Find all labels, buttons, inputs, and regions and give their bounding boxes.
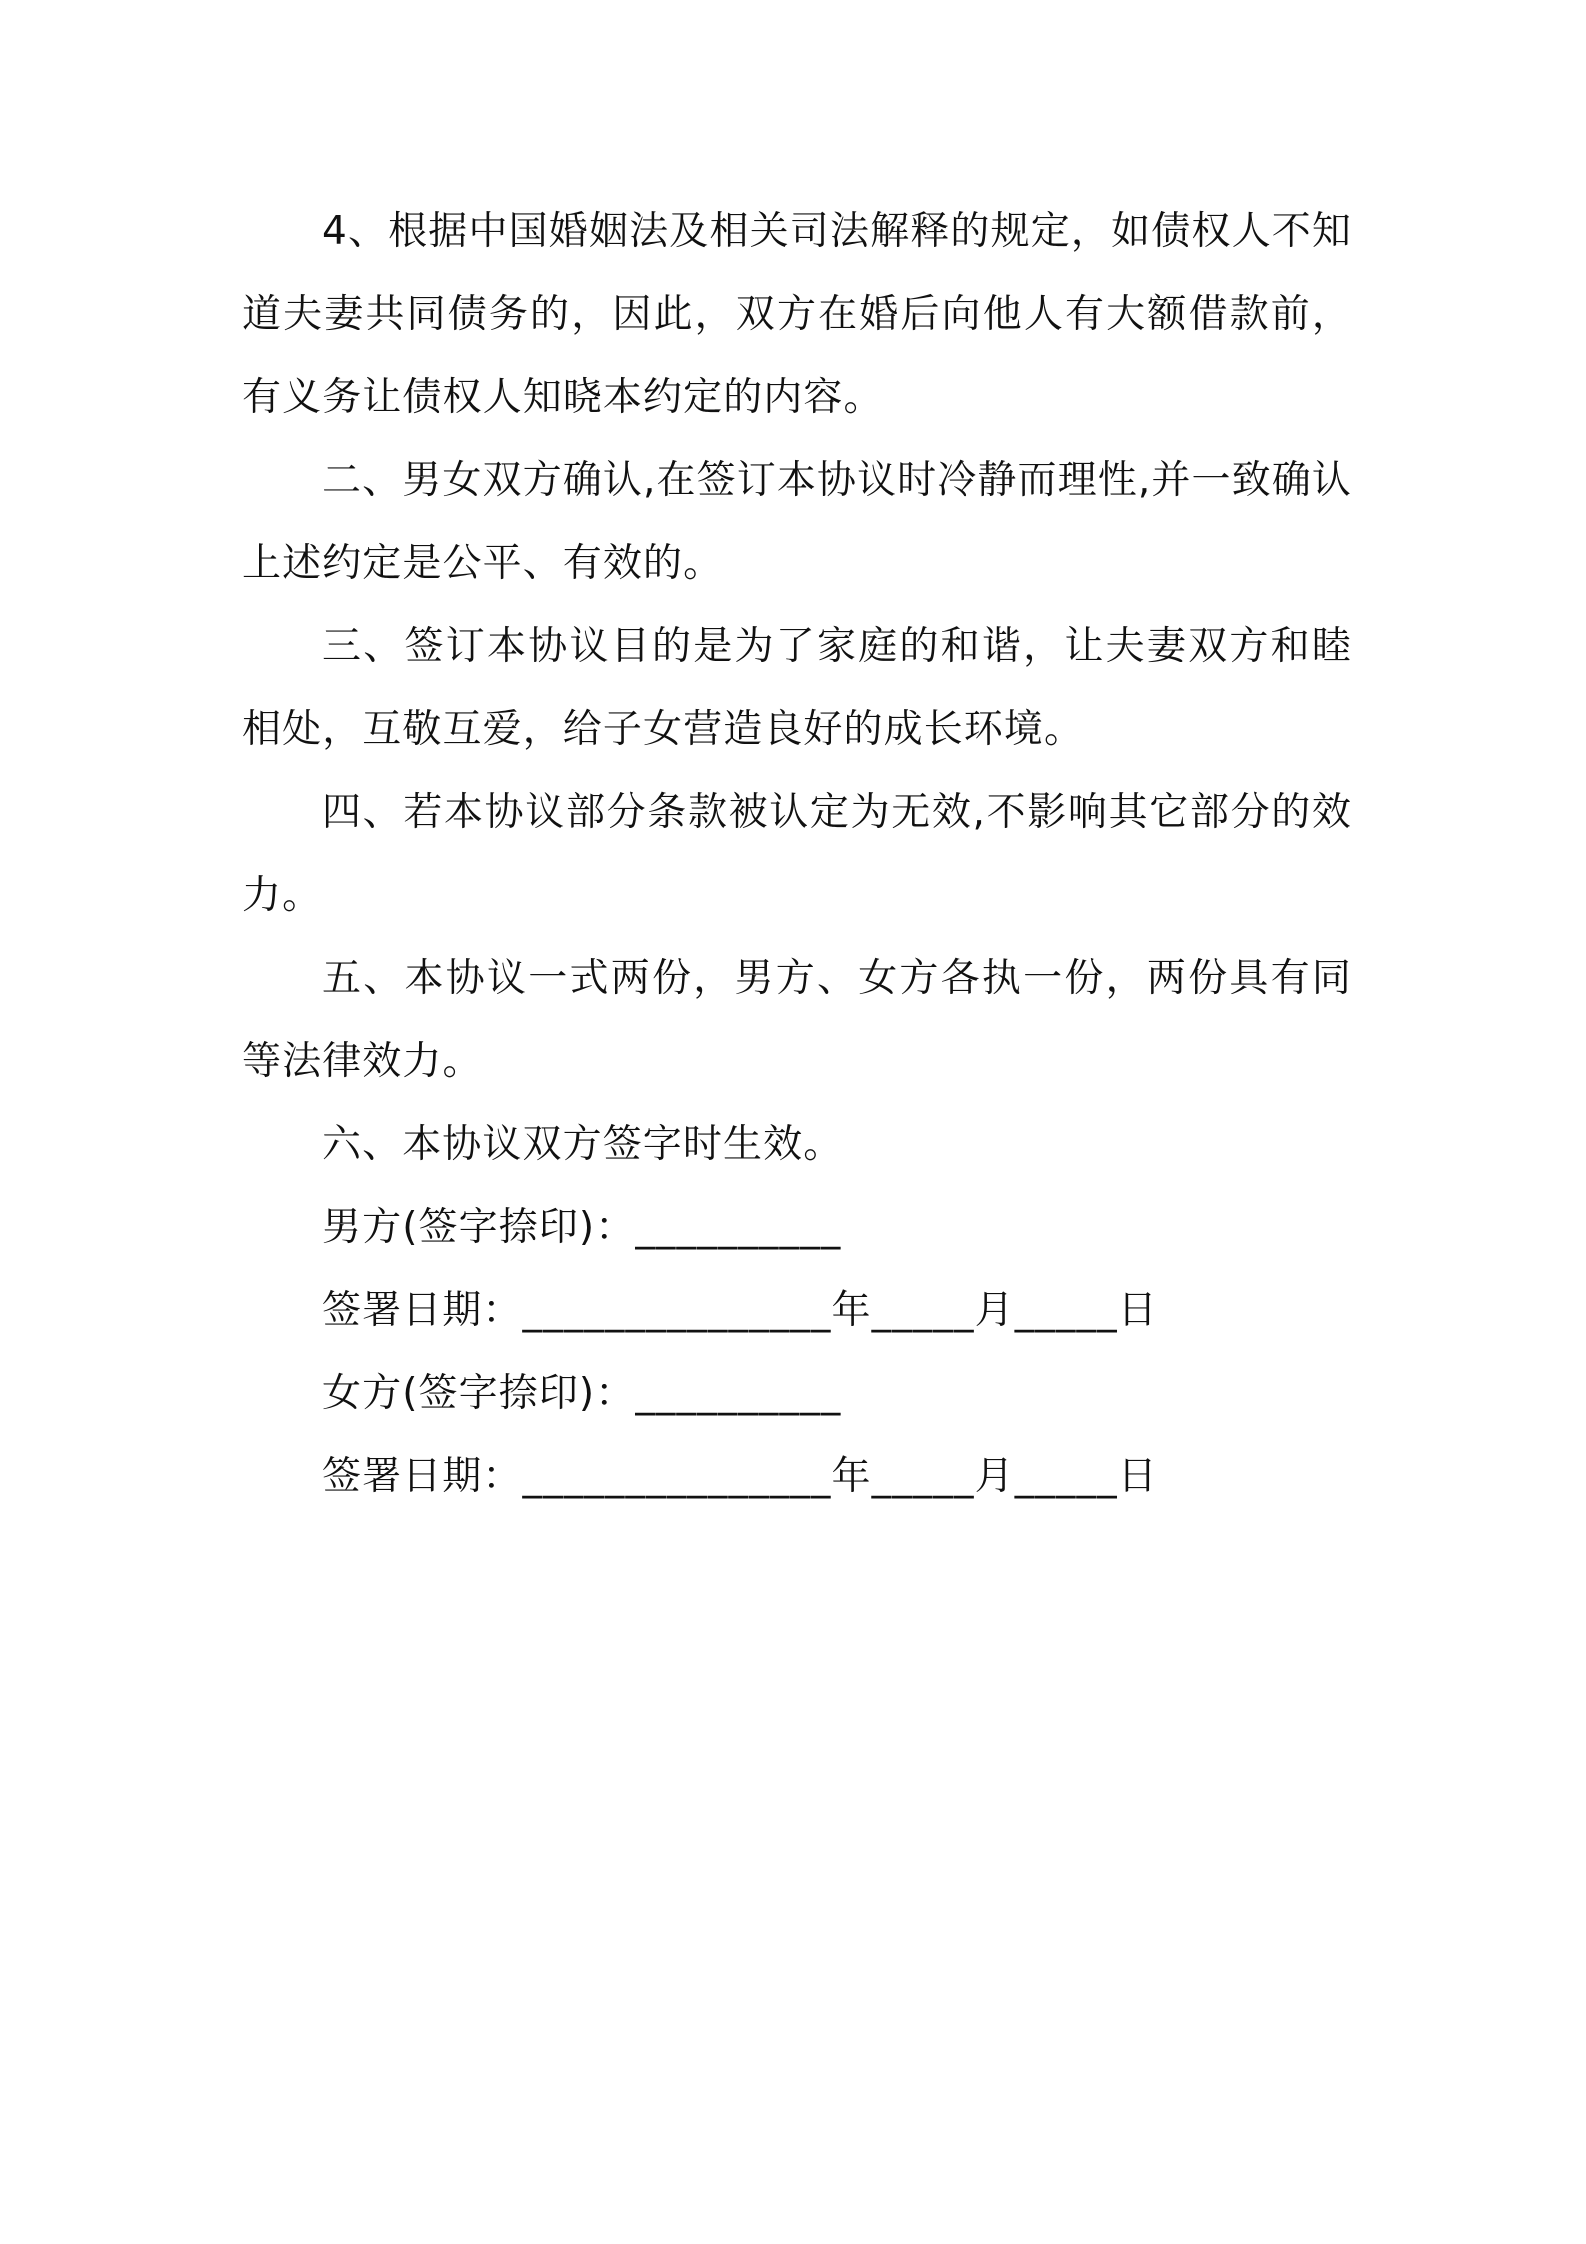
- document-body: [242, 190, 1352, 1518]
- clause-6-effective: 六、本协议双方签字时生效。: [322, 1122, 844, 1167]
- clause-4-debt-notice: 4、根据中国婚姻法及相关司法解释的规定，如债权人不知道夫妻共同债务的，因此，双方在婚后向他人有大额借款前，有义务让债权人知晓本约定的内容。: [242, 209, 1352, 420]
- clause-4-invalid-terms: 四、若本协议部分条款被认定为无效,不影响其它部分的效力。: [242, 790, 1352, 918]
- female-signing-date-line: 签署日期：_______________年_____月_____日: [322, 1454, 1158, 1499]
- male-signing-date-line: 签署日期：_______________年_____月_____日: [322, 1288, 1158, 1333]
- male-signature-line: 男方(签字捺印)：__________: [322, 1205, 842, 1250]
- clause-2-confirmation: 二、男女双方确认,在签订本协议时冷静而理性,并一致确认上述约定是公平、有效的。: [242, 458, 1352, 586]
- female-signature-line: 女方(签字捺印)：__________: [322, 1371, 842, 1416]
- clause-5-copies: 五、本协议一式两份，男方、女方各执一份，两份具有同等法律效力。: [242, 956, 1352, 1084]
- clause-3-purpose: 三、签订本协议目的是为了家庭的和谐，让夫妻双方和睦相处，互敬互爱，给子女营造良好的成长环境。: [242, 624, 1352, 752]
